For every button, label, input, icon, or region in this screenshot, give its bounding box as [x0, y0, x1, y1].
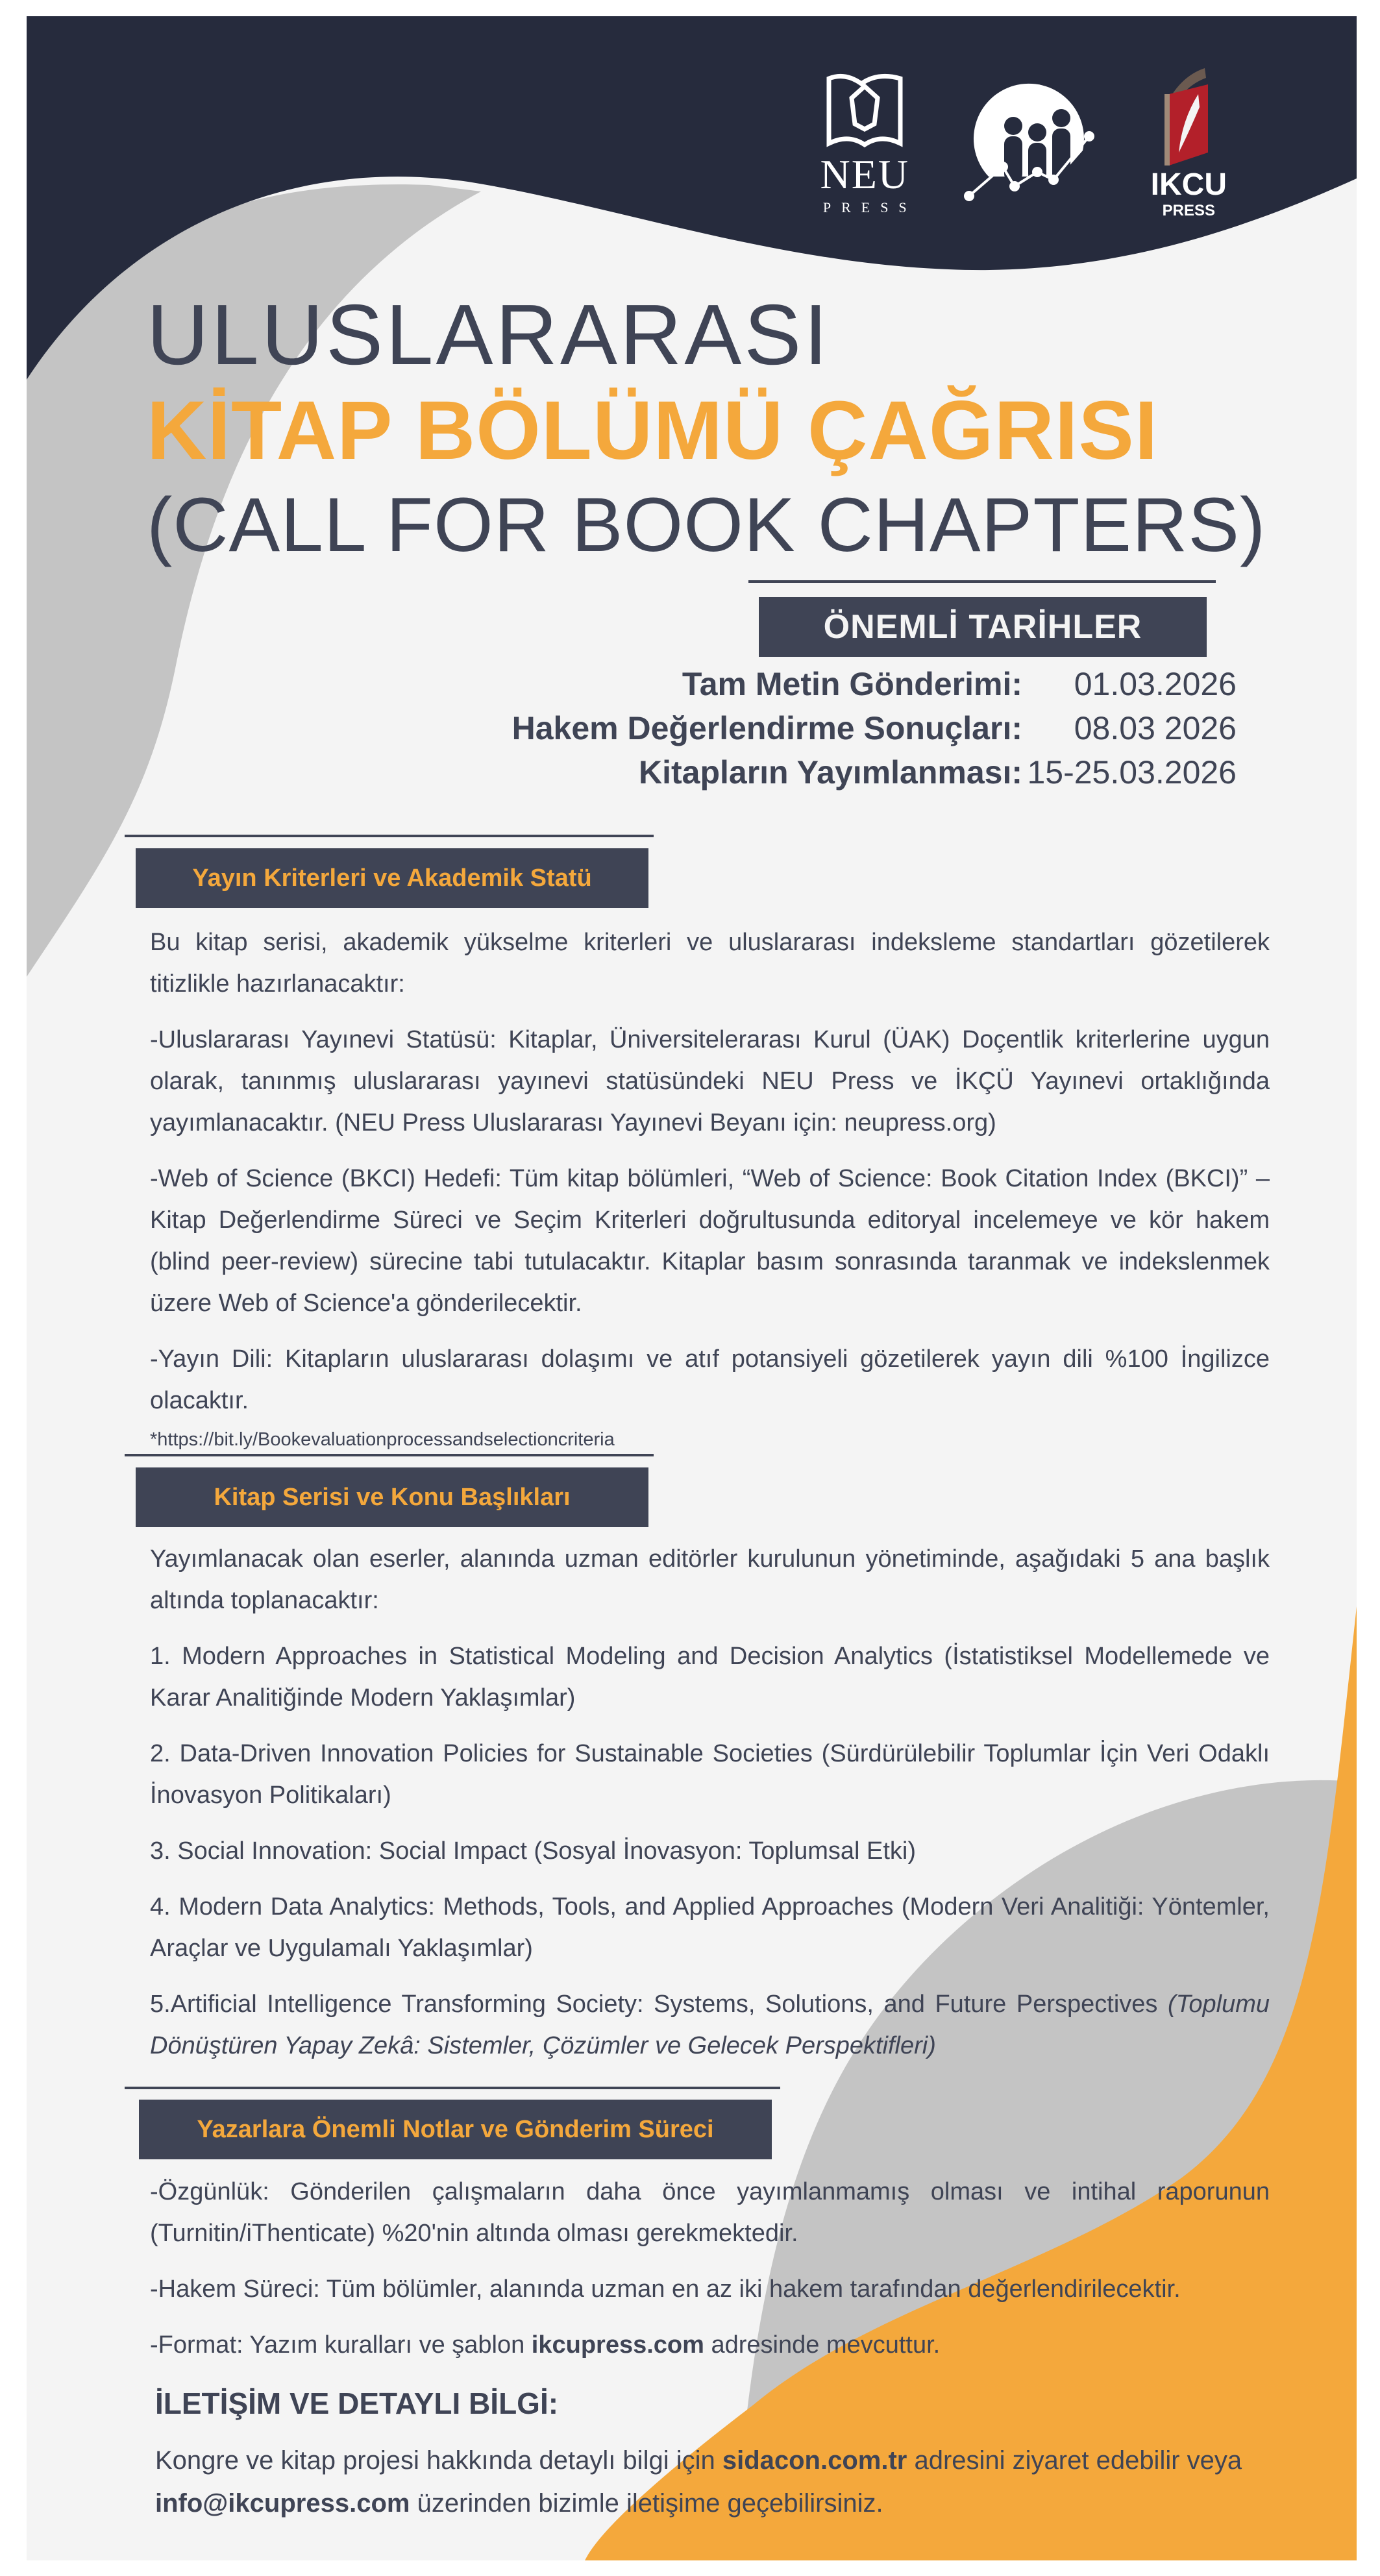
section3-divider: [125, 2087, 780, 2089]
originality-note: -Özgünlük: Gönderilen çalışmaların daha önce yayımlanmamış olması ve intihal raporunun (Turnitin/iThenticate) %20'nin altında olması gerekmektedir.: [150, 2178, 1270, 2247]
important-dates-heading: ÖNEMLİ TARİHLER: [823, 608, 1142, 646]
date-label: Tam Metin Gönderimi:: [682, 666, 1022, 702]
section3-header: [139, 2100, 772, 2159]
date-value: 08.03 2026: [1074, 710, 1237, 746]
center-logo: [963, 79, 1105, 209]
contact-section: [155, 2382, 1265, 2539]
topic-text: 4. Modern Data Analytics: Methods, Tools, and Applied Approaches (Modern Veri Analitiği: Yöntemler, Araçlar ve Uygulamalı Yaklaşımlar): [150, 1893, 1270, 1962]
open-book-icon: [822, 72, 907, 150]
section1-paragraph: -Yayın Dili: Kitapların uluslararası dolaşımı ve atıf potansiyeli gözetilerek yayın dili %100 İngilizce olacaktır.: [150, 1345, 1270, 1414]
people-growth-chart-icon: [963, 79, 1105, 209]
section2-header: [136, 1467, 648, 1527]
contact-text-part: Kongre ve kitap projesi hakkında detaylı bilgi için: [155, 2446, 722, 2475]
ikcu-press-logo: [1151, 68, 1227, 220]
format-note: [150, 2324, 1270, 2366]
important-dates-header: [759, 597, 1207, 657]
red-book-quill-icon: [1159, 68, 1218, 166]
topic-text: 3. Social Innovation: Social Impact (Sosyal İnovasyon: Toplumsal Etki): [150, 1837, 916, 1865]
poster-title: [147, 287, 1266, 568]
topic-text: 1. Modern Approaches in Statistical Modeling and Decision Analytics (İstatistiksel Modellemede ve Karar Analitiğinde Modern Yaklaşımlar): [150, 1643, 1270, 1711]
title-line-main: KİTAP BÖLÜMÜ ÇAĞRISI: [147, 384, 1159, 477]
neu-press-logo: [813, 72, 917, 216]
sidacon-link[interactable]: sidacon.com.tr: [722, 2446, 907, 2475]
title-line-international: ULUSLARARASI: [147, 287, 831, 382]
neu-logo-sub: PRESS: [822, 199, 917, 215]
poster: [27, 16, 1357, 2560]
date-row: [512, 709, 1237, 754]
format-text: adresinde mevcuttur.: [704, 2331, 941, 2359]
topic-item: [150, 1636, 1270, 1719]
date-label: Kitapların Yayımlanması:: [639, 754, 1022, 791]
criteria-link[interactable]: *https://bit.ly/Bookevaluationprocessandselectioncriteria: [150, 1429, 615, 1450]
section2-divider: [125, 1454, 654, 1456]
topic-translation: (Toplumu Dönüştüren Yapay Zekâ: Sistemler, Çözümler ve Gelecek Perspektifleri): [150, 1991, 1270, 2059]
topic-item: [150, 1733, 1270, 1816]
ikcu-logo-word: IKCU: [1150, 167, 1227, 202]
section1-heading: Yayın Kriterleri ve Akademik Statü: [192, 864, 592, 892]
date-label: Hakem Değerlendirme Sonuçları:: [511, 710, 1022, 746]
dates-divider: [748, 580, 1216, 583]
contact-heading: İLETİŞİM VE DETAYLI BİLGİ:: [155, 2386, 559, 2420]
date-value: 01.03.2026: [1074, 666, 1237, 702]
title-line-english: (CALL FOR BOOK CHAPTERS): [147, 482, 1266, 568]
section2-intro: Yayımlanacak olan eserler, alanında uzman editörler kurulunun yönetiminde, aşağıdaki 5 ana başlık altında toplanacaktır:: [150, 1545, 1270, 1614]
ikcu-logo-sub: PRESS: [1162, 202, 1216, 219]
section2-heading: Kitap Serisi ve Konu Başlıkları: [214, 1483, 571, 1511]
logo-row: [813, 68, 1227, 220]
topic-text: 5.Artificial Intelligence Transforming Society: Systems, Solutions, and Future Perspectives: [150, 1991, 1168, 2018]
ikcupress-link[interactable]: ikcupress.com: [531, 2331, 704, 2359]
date-row: [512, 665, 1237, 709]
section3-body: [150, 2171, 1270, 2380]
section3-heading: Yazarlara Önemli Notlar ve Gönderim Süreci: [197, 2115, 714, 2143]
section1-paragraph: Bu kitap serisi, akademik yükselme kriterleri ve uluslararası indeksleme standartları gözetilerek titizlikle hazırlanacaktır:: [150, 929, 1270, 998]
topic-item: [150, 1830, 1270, 1872]
section1-paragraph: -Web of Science (BKCI) Hedefi: Tüm kitap bölümleri, “Web of Science: Book Citation Index (BKCI)” – Kitap Değerlendirme Süreci ve Seçim Kriterleri doğrultusunda editoryal incelemeye ve kör hakem (blind peer-review) sürecine tabi tutulacaktır. Kitaplar basım sonrasında taranmak ve indekslenmek üzere Web of Science'a gönderilecektir.: [150, 1165, 1270, 1317]
format-text: -Format: Yazım kuralları ve şablon: [150, 2331, 532, 2359]
email-link[interactable]: info@ikcupress.com: [155, 2489, 410, 2518]
contact-text: [155, 2439, 1265, 2525]
section1-paragraph: -Uluslararası Yayınevi Statüsü: Kitaplar, Üniversitelerarası Kurul (ÜAK) Doçentlik kriterlerine uygun olarak, tanınmış uluslararası yayınevi statüsündeki NEU Press ve İKÇÜ Yayınevi ortaklığında yayımlanacaktır. (NEU Press Uluslararası Yayınevi Beyanı için: neupress.org): [150, 1026, 1270, 1136]
date-row: [512, 754, 1237, 798]
section1-header: [136, 848, 648, 908]
contact-text-part: üzerinden bizimle iletişime geçebilirsiniz.: [410, 2489, 883, 2518]
important-dates-list: [512, 665, 1237, 798]
section1-divider: [125, 835, 654, 837]
section1-body: [150, 922, 1270, 1467]
neu-logo-word: NEU: [820, 151, 910, 197]
topic-item: [150, 1886, 1270, 1969]
topic-item: [150, 1983, 1270, 2067]
topic-text: 2. Data-Driven Innovation Policies for Sustainable Societies (Sürdürülebilir Toplumlar İçin Veri Odaklı İnovasyon Politikaları): [150, 1740, 1270, 1809]
section2-body: [150, 1538, 1270, 2081]
date-value: 15-25.03.2026: [1027, 754, 1237, 791]
contact-text-part: adresini ziyaret edebilir veya: [907, 2446, 1242, 2475]
review-note: -Hakem Süreci: Tüm bölümler, alanında uzman en az iki hakem tarafından değerlendirilecektir.: [150, 2275, 1181, 2303]
